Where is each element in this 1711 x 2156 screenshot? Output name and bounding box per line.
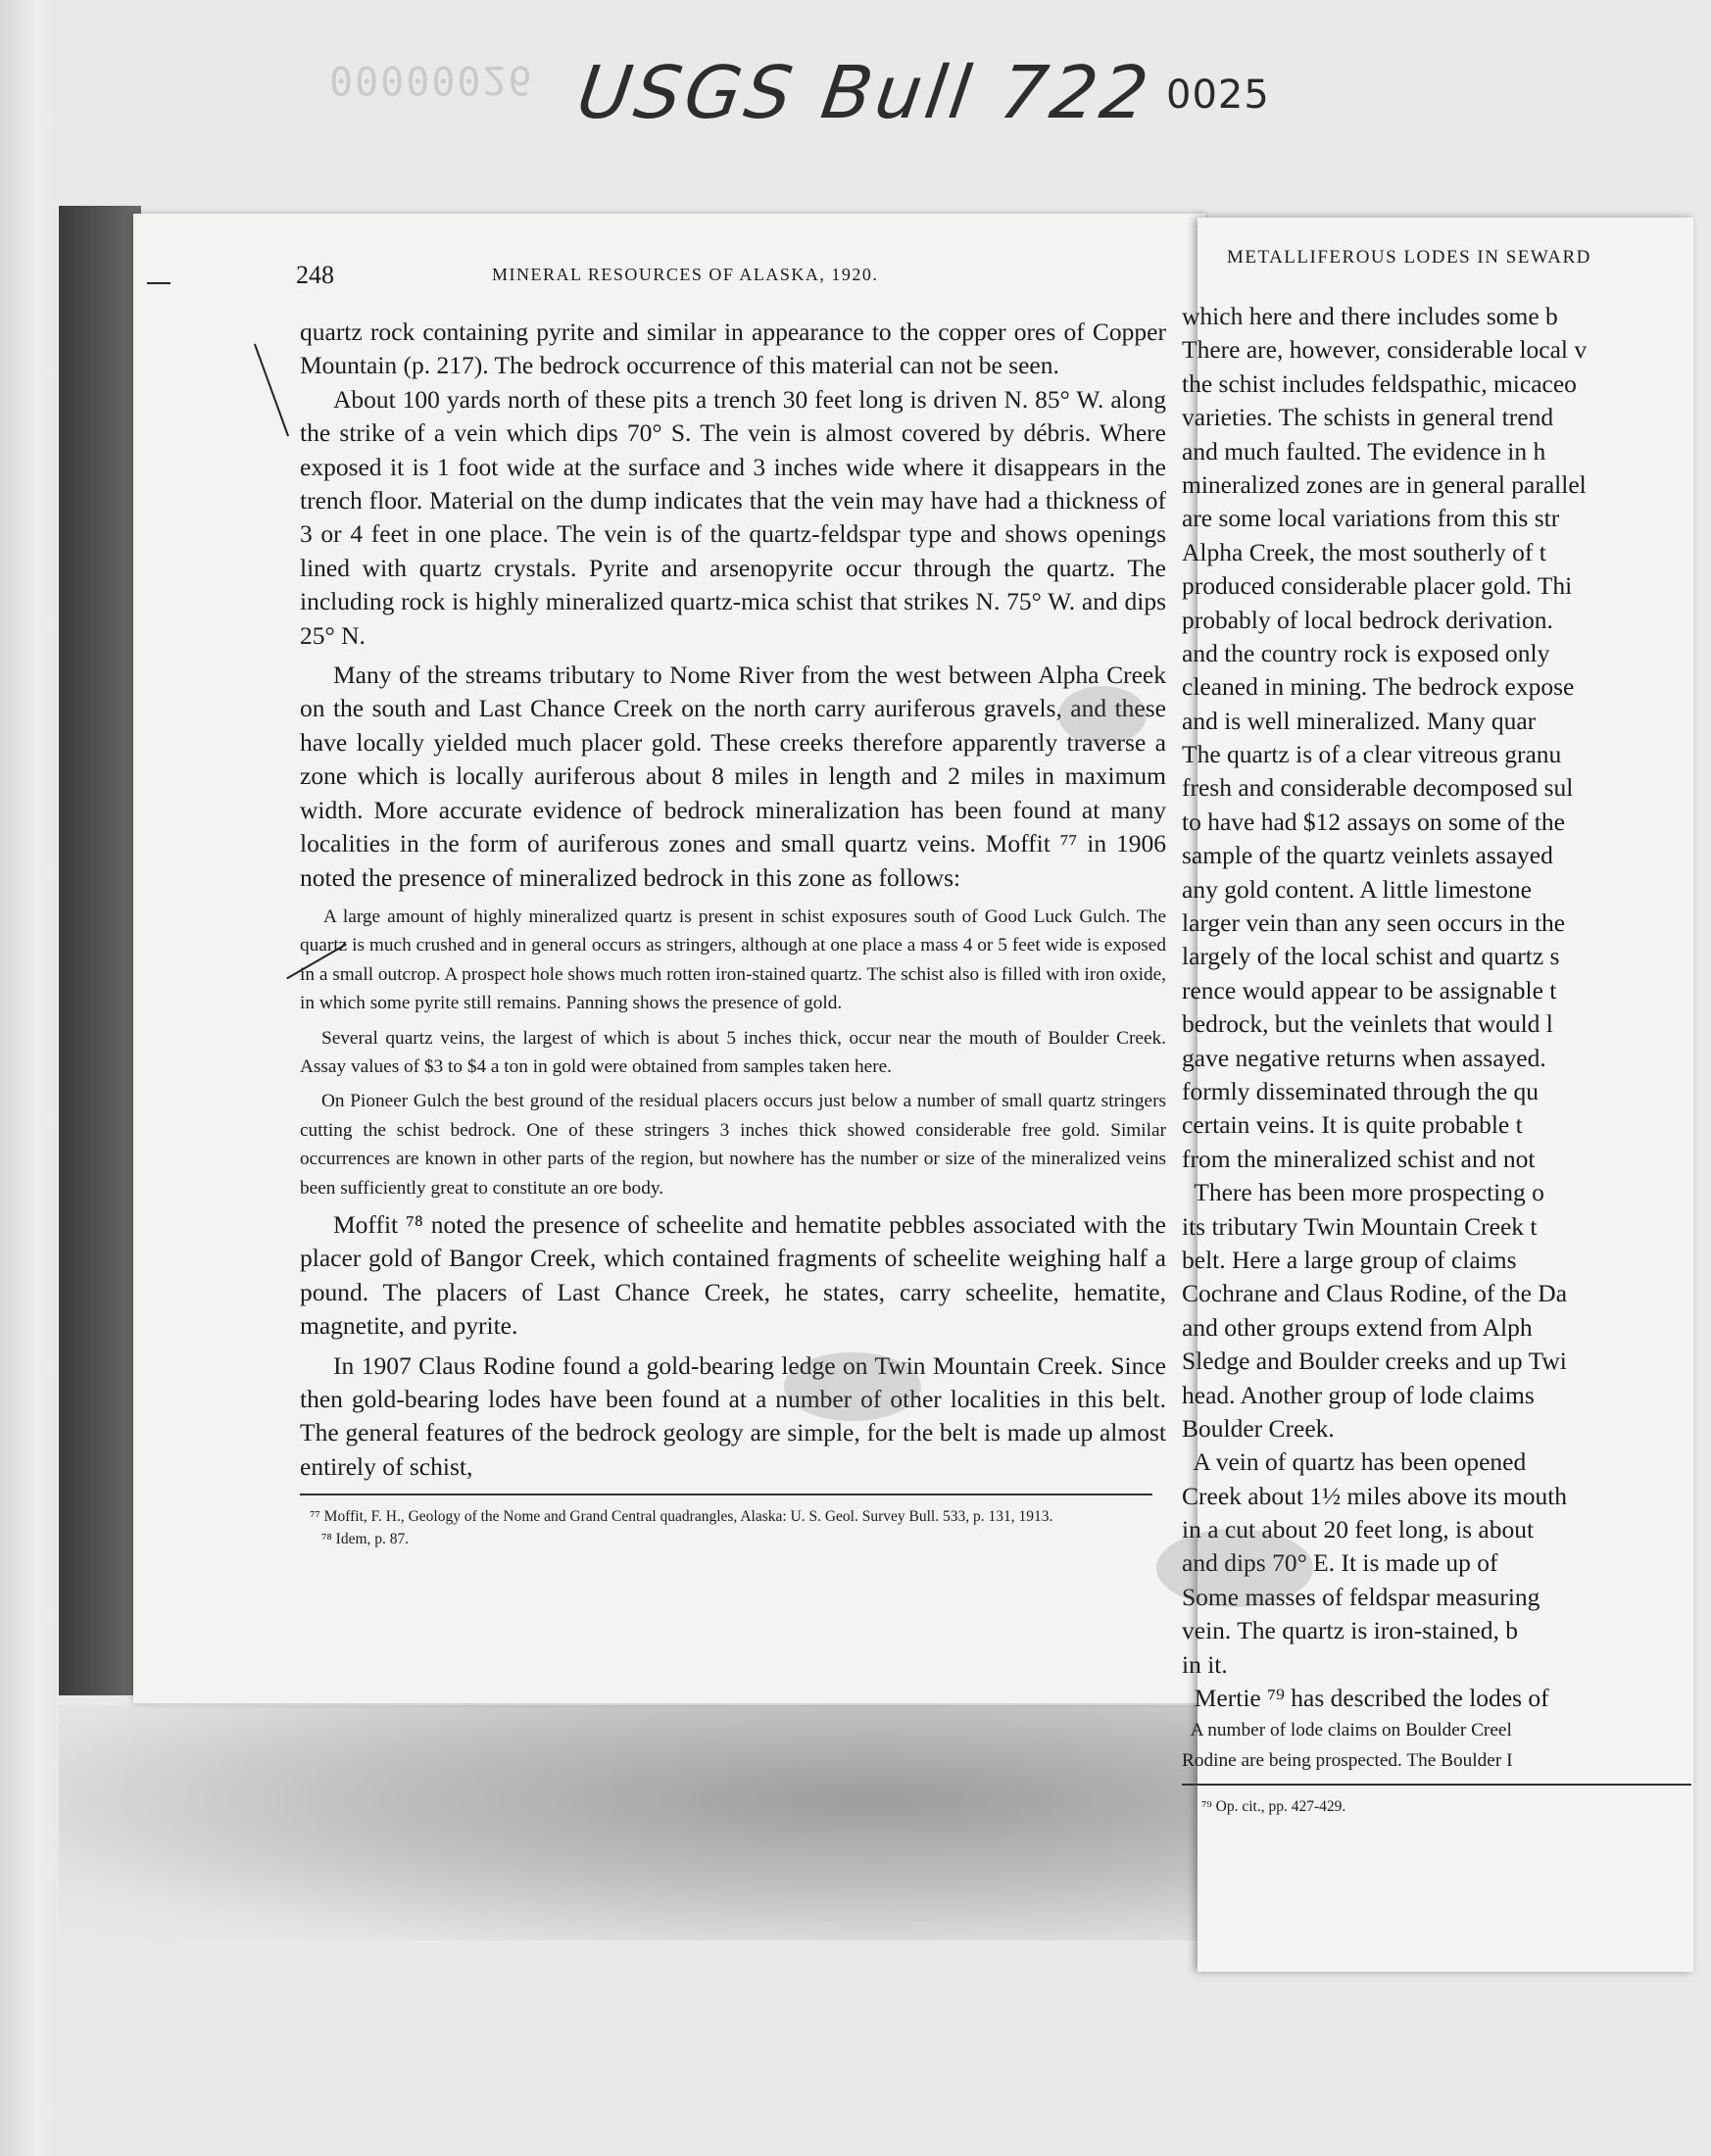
footnotes (300, 1505, 1166, 1550)
text-line: fresh and considerable decomposed sul (1182, 773, 1574, 803)
document-number: 0025 (1166, 73, 1270, 118)
text-line: largely of the local schist and quartz s (1182, 942, 1560, 971)
paragraph: In 1907 Claus Rodine found a gold-bearing ledge on Twin Mountain Creek. Since then gold-bearing lodes have been found at a number of other localities in this belt. The general features of the bedrock geology are simple, for the belt is made up almost entirely of schist, (300, 1350, 1166, 1481)
text-line: varieties. The schists in general trend (1182, 403, 1554, 432)
text-line: Some masses of feldspar measuring (1182, 1582, 1540, 1611)
text-line: mineralized zones are in general parallel (1182, 469, 1587, 499)
right-running-head: METALLIFEROUS LODES IN SEWARD (1227, 247, 1591, 268)
text-line: probably of local bedrock derivation. (1182, 605, 1553, 634)
text-line: Cochrane and Claus Rodine, of the Da (1182, 1279, 1568, 1308)
paragraph: Moffit ⁷⁸ noted the presence of scheelite and hematite pebbles associated with the placer gold of Bangor Creek, which contained fragments of scheelite weighing half a pound. The placers of Last Chance Creek, he states, carry scheelite, hematite, magnetite, and pyrite. (300, 1209, 1166, 1341)
quote-paragraph: On Pioneer Gulch the best ground of the residual placers occurs just below a number of small quartz stringers cutting the schist bedrock. One of these stringers 3 inches thick showed considerable free gold. Similar occurrences are known in other parts of the region, but nowhere has the number or size of the mineralized veins been sufficiently great to constitute an ore body. (300, 1091, 1166, 1199)
text-line: gave negative returns when assayed. (1182, 1043, 1546, 1072)
handwritten-label: USGS Bull 722 (571, 51, 1157, 135)
text-line: are some local variations from this str (1182, 504, 1560, 533)
block-quote (300, 903, 1166, 1202)
quote-paragraph: Several quartz veins, the largest of which is about 5 inches thick, occur near the mouth of Boulder Creek. Assay values of $3 to $4 a ton in gold were obtained from samples taken here. (300, 1027, 1166, 1077)
text-line: rence would appear to be assignable t (1182, 975, 1557, 1004)
text-line: from the mineralized schist and not (1182, 1144, 1536, 1173)
text-line: belt. Here a large group of claims (1182, 1245, 1517, 1274)
text-line: its tributary Twin Mountain Creek t (1182, 1211, 1538, 1241)
paragraph: About 100 yards north of these pits a trench 30 feet long is driven N. 85° W. along the strike of a vein which dips 70° S. The vein is almost covered by débris. Where exposed it is 1 foot wide at the surface and 3 inches wide where it disappears in the trench floor. Material on the dump indicates that the vein may have had a thickness of 3 or 4 feet in one place. The vein is of the quartz-feldspar type and shows openings lined with quartz crystals. Pyrite and arsenopyrite occur through the quartz. The including rock is highly mineralized quartz-mica schist that strikes N. 75° W. and dips 25° N. (300, 384, 1166, 650)
text-line: Alpha Creek, the most southerly of t (1182, 537, 1546, 566)
text-line: The quartz is of a clear vitreous granu (1182, 740, 1562, 769)
quote-line: Rodine are being prospected. The Boulder I (1182, 1750, 1513, 1772)
text-line: larger vein than any seen occurs in the (1182, 908, 1566, 938)
text-line: Sledge and Boulder creeks and up Twi (1182, 1347, 1567, 1376)
right-page (1182, 218, 1693, 1972)
text-line: There are, however, considerable local v (1182, 335, 1588, 365)
text-line: Creek about 1½ miles above its mouth (1182, 1481, 1568, 1510)
text-line: sample of the quartz veinlets assayed (1182, 841, 1553, 870)
page-number: 248 (296, 261, 334, 289)
scan-edge (0, 0, 54, 2156)
text-line: to have had $12 assays on some of the (1182, 807, 1565, 836)
text-line: and much faulted. The evidence in h (1182, 436, 1546, 466)
footnote-rule (1182, 1784, 1691, 1786)
text-line: the schist includes feldspathic, micaceo (1182, 368, 1577, 398)
quote-paragraph: A large amount of highly mineralized quartz is present in schist exposures south of Good Luck Gulch. The quartz is much crushed and in general occurs as stringers, although at one place a mass 4 or 5 feet wide is exposed in a small outcrop. A prospect hole shows much rotten iron-stained quartz. The schist also is filled with iron oxide, in which some pyrite still remains. Panning shows the presence of gold. (300, 906, 1166, 1014)
text-line: formly disseminated through the qu (1182, 1076, 1540, 1105)
scan-speck (784, 1352, 921, 1421)
scan-speck (1156, 1529, 1313, 1607)
footnote: ⁷⁹ Op. cit., pp. 427-429. (1201, 1798, 1346, 1816)
text-line: There has been more prospecting o (1182, 1178, 1544, 1207)
running-head: MINERAL RESOURCES OF ALASKA, 1920. (492, 265, 879, 284)
footnote: ⁷⁷ Moffit, F. H., Geology of the Nome and Grand Central quadrangles, Alaska: U. S. Geol. Survey Bull. 533, p. 131, 1913. (310, 1508, 1053, 1526)
paragraph: Many of the streams tributary to Nome River from the west between Alpha Creek on the south and Last Chance Creek on the north carry auriferous gravels, and these have locally yielded much placer gold. These creeks therefore apparently traverse a zone which is locally auriferous about 8 miles in length and 2 miles in maximum width. More accurate evidence of bedrock mineralization has been found at many localities in the form of auriferous zones and small quartz veins. Moffit ⁷⁷ in 1906 noted the presence of mineralized bedrock in this zone as follows: (300, 661, 1166, 892)
text-line: produced considerable placer gold. Thi (1182, 571, 1573, 601)
quote-line: A number of lode claims on Boulder Creel (1182, 1720, 1512, 1741)
left-column (300, 316, 1166, 1550)
pencil-mark (147, 282, 171, 284)
text-line: and other groups extend from Alph (1182, 1312, 1533, 1342)
text-line: A vein of quartz has been opened (1182, 1447, 1527, 1477)
footnote-rule (300, 1494, 1152, 1495)
text-line: and is well mineralized. Many quar (1182, 706, 1537, 735)
text-line: any gold content. A little limestone (1182, 874, 1532, 904)
text-line: in a cut about 20 feet long, is about (1182, 1515, 1535, 1544)
text-line: bedrock, but the veinlets that would l (1182, 1009, 1553, 1039)
text-line: Boulder Creek. (1182, 1413, 1335, 1443)
text-line: head. Another group of lode claims (1182, 1380, 1535, 1409)
text-line: Mertie ⁷⁹ has described the lodes of (1182, 1684, 1549, 1713)
text-line: which here and there includes some b (1182, 302, 1558, 330)
text-line: vein. The quartz is iron-stained, b (1182, 1616, 1518, 1645)
text-line: cleaned in mining. The bedrock expose (1182, 672, 1575, 702)
scan-speck (1058, 686, 1147, 745)
text-line: certain veins. It is quite probable t (1182, 1110, 1523, 1140)
paragraph: quartz rock containing pyrite and similar in appearance to the copper ores of Copper Mountain (p. 217). The bedrock occurrence of this material can not be seen. (300, 318, 1166, 380)
stamp-number: 00000026 (329, 57, 534, 102)
book-spine-shadow (59, 206, 141, 1695)
footnote: ⁷⁸ Idem, p. 87. (321, 1531, 410, 1548)
text-line: and dips 70° E. It is made up of (1182, 1548, 1498, 1578)
text-line: and the country rock is exposed only (1182, 638, 1550, 667)
text-line: in it. (1182, 1649, 1228, 1679)
